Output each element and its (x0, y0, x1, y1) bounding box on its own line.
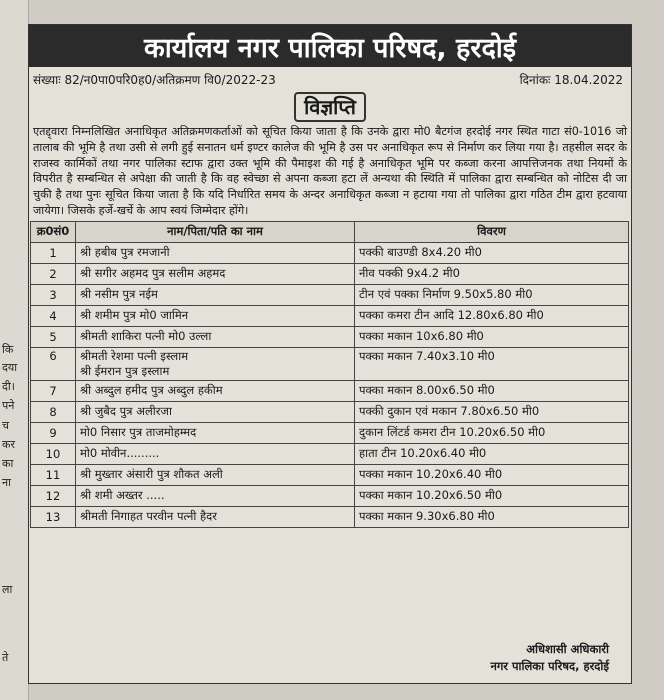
serial-cell: 8 (31, 401, 76, 422)
table-row (31, 443, 629, 464)
table-row (31, 284, 629, 305)
name-line: श्री ईमरान पुत्र इस्लाम (80, 363, 170, 378)
serial-cell: 3 (31, 284, 76, 305)
table-row (31, 506, 629, 527)
signatory-office: नगर पालिका परिषद, हरदोई (490, 659, 609, 673)
detail-cell: पक्का मकान 10x6.80 मी0 (355, 326, 629, 347)
table-row (31, 401, 629, 422)
name-cell: श्री नसीम पुत्र नईम (76, 284, 355, 305)
signature-block (490, 641, 609, 675)
name-cell: श्री शमीम पुत्र मो0 जामिन (76, 305, 355, 326)
table-row (31, 422, 629, 443)
serial-cell: 9 (31, 422, 76, 443)
margin-fragment: च (2, 419, 9, 432)
margin-fragment: ते (2, 651, 9, 664)
name-cell: श्री अब्दुल हमीद पुत्र अब्दुल हकीम (76, 380, 355, 401)
margin-fragment: कर (2, 438, 15, 451)
detail-cell: पक्का कमरा टीन आदि 12.80x6.80 मी0 (355, 305, 629, 326)
name-cell: मो0 निसार पुत्र ताजमोहम्मद (76, 422, 355, 443)
name-cell: श्रीमती निगाहत परवीन पत्नी हैदर (76, 506, 355, 527)
margin-fragment: दया (2, 361, 18, 374)
serial-cell: 1 (31, 242, 76, 263)
notice-heading: विज्ञप्ति (294, 92, 366, 122)
margin-fragment: कि (2, 343, 14, 356)
table-row (31, 242, 629, 263)
name-line: श्रीमती रेशमा पत्नी इस्लाम (80, 348, 189, 363)
col-header-detail: विवरण (355, 221, 629, 242)
serial-cell: 6 (31, 347, 76, 380)
col-header-name: नाम/पिता/पति का नाम (76, 221, 355, 242)
notice-body: एतद्द्वारा निम्नलिखित अनाधिकृत अतिक्रमणकर्ताओं को सूचित किया जाता है कि उनके द्वारा मो0 बैटगंज हरदोई नगर स्थित गाटा सं0-1016 जो तालाब की भूमि है तथा उसी से लगी हुई सनातन धर्म इण्टर कालेज की भूमि है उस पर अनाधिकृत रूप से निर्माण कर लिया गया है। तहसील सदर के राजस्व कार्मिकों तथा नगर पालिका स्टाफ द्वारा उक्त भूमि की पैमाइश की गई है अनाधिकृत भूमि पर कब्जा करना आपत्तिजनक तथा नियमों के विपरीत है सम्बन्धित से अपेक्षा की जाती है कि वह स्वेच्छा से अपना कब्जा हटा लें अन्यथा की स्थिति में पालिका द्वारा सम्बन्धित को नोटिस दी जा चुकी है तथा पुनः सूचित किया जाता है कि यदि निर्धारित समय के अन्दर अनाधिकृत कब्जा न हटाया गया तो पालिका द्वारा गठित टीम द्वारा हटवाया जायेगा। जिसके हर्जे-खर्चे के आप स्वयं जिम्मेदार होंगे। (33, 125, 627, 217)
adjacent-column-strip (0, 0, 29, 700)
notice-box (28, 24, 632, 684)
margin-fragment: पने (2, 399, 15, 412)
detail-cell: पक्का मकान 10.20x6.40 मी0 (355, 464, 629, 485)
detail-cell: दुकान लिंटर्ड कमरा टीन 10.20x6.50 मी0 (355, 422, 629, 443)
col-header-serial: क्र0सं0 (31, 221, 76, 242)
table-row (31, 305, 629, 326)
name-cell (76, 347, 355, 380)
name-cell: श्री शमी अख्तर ..... (76, 485, 355, 506)
name-cell: मो0 मोवीन......... (76, 443, 355, 464)
table-row (31, 485, 629, 506)
table-row (31, 464, 629, 485)
table-header-row (31, 221, 629, 242)
margin-fragment: दी। (2, 380, 15, 393)
margin-fragment: का (2, 457, 14, 470)
serial-cell: 4 (31, 305, 76, 326)
detail-cell: पक्का मकान 10.20x6.50 मी0 (355, 485, 629, 506)
table-row (31, 263, 629, 284)
serial-cell: 12 (31, 485, 76, 506)
serial-cell: 10 (31, 443, 76, 464)
serial-cell: 2 (31, 263, 76, 284)
serial-cell: 5 (31, 326, 76, 347)
office-title: कार्यालय नगर पालिका परिषद, हरदोई (29, 25, 631, 67)
detail-cell: पक्का मकान 8.00x6.50 मी0 (355, 380, 629, 401)
table-row (31, 380, 629, 401)
name-cell: श्रीमती शाकिरा पत्नी मो0 उल्ला (76, 326, 355, 347)
name-cell: श्री हबीब पुत्र रमजानी (76, 242, 355, 263)
detail-cell: टीन एवं पक्का निर्माण 9.50x5.80 मी0 (355, 284, 629, 305)
detail-cell: पक्की दुकान एवं मकान 7.80x6.50 मी0 (355, 401, 629, 422)
name-cell: श्री सगीर अहमद पुत्र सलीम अहमद (76, 263, 355, 284)
serial-cell: 13 (31, 506, 76, 527)
serial-cell: 7 (31, 380, 76, 401)
reference-number: संख्याः 82/न0पा0परि0ह0/अतिक्रमण वि0/2022-23 (33, 73, 276, 87)
signatory-designation: अधिशासी अधिकारी (526, 642, 609, 656)
reference-line (29, 67, 631, 88)
detail-cell: पक्का मकान 7.40x3.10 मी0 (355, 347, 629, 380)
margin-fragment: ला (2, 583, 13, 596)
table-row (31, 347, 629, 380)
encroachers-table (30, 221, 629, 528)
detail-cell: नीव पक्की 9x4.2 मी0 (355, 263, 629, 284)
detail-cell: पक्का मकान 9.30x6.80 मी0 (355, 506, 629, 527)
detail-cell: पक्की बाउण्डी 8x4.20 मी0 (355, 242, 629, 263)
notice-date: दिनांकः 18.04.2022 (519, 73, 623, 87)
name-cell: श्री मुख्तार अंसारी पुत्र शौकत अली (76, 464, 355, 485)
name-cell: श्री जुबैद पुत्र अलीरजा (76, 401, 355, 422)
table-row (31, 326, 629, 347)
heading-wrap (29, 92, 631, 122)
detail-cell: हाता टीन 10.20x6.40 मी0 (355, 443, 629, 464)
margin-fragment: ना (2, 476, 11, 489)
serial-cell: 11 (31, 464, 76, 485)
